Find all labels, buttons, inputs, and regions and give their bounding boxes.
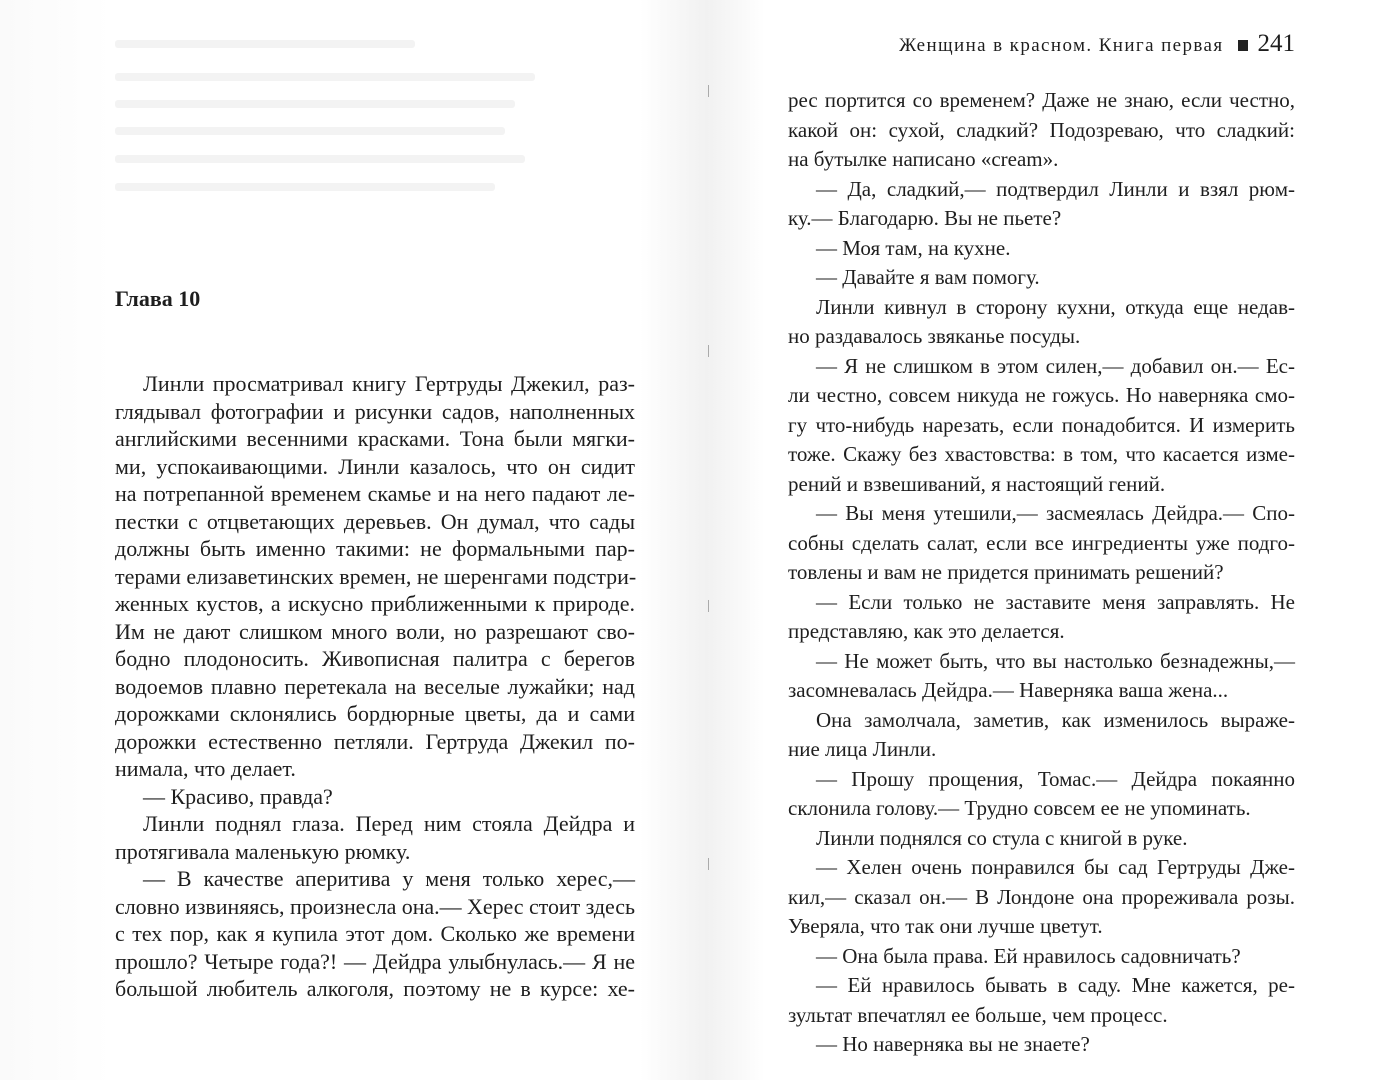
text-line: ми, успокаивающими. Линли казалось, что он сидит (115, 453, 635, 479)
text-line: — Не может быть, что вы настолько безнадежны,— (816, 648, 1295, 673)
text-line: тоже. Скажу без хвастовства: в том, что касается изме- (788, 442, 1295, 466)
text-line: — Но наверняка вы не знаете? (816, 1032, 1090, 1056)
text-line: нимала, что делает. (115, 756, 296, 781)
text-line: ку.— Благодарю. Вы не пьете? (788, 206, 1062, 230)
text-line: Им не дают слишком много воли, но разрешают сво- (115, 618, 635, 644)
text-line: пестки с отцветающих деревьев. Он думал, что сады (115, 508, 635, 534)
gutter-mark (708, 858, 709, 870)
text-line: — Я не слишком в этом силен,— добавил он.— Ес- (816, 353, 1295, 378)
text-line: — Да, сладкий,— подтвердил Линли и взял рюм- (816, 176, 1295, 201)
text-line: — Ей нравилось бывать в саду. Мне кажется, ре- (816, 973, 1295, 997)
text-line: на бутылке написано «cream». (788, 147, 1059, 171)
text-line: зультат впечатлял ее больше, чем процесс. (788, 1002, 1168, 1027)
text-line: представляю, как это делается. (788, 619, 1065, 643)
text-line: Линли поднял глаза. Перед ним стояла Дейдра и (143, 811, 635, 836)
text-line: Линли просматривал книгу Гертруды Джекил, раз- (143, 371, 635, 396)
text-line: большой любитель алкоголя, поэтому не в курсе: хе- (115, 976, 635, 1001)
text-line: глядывал фотографии и рисунки садов, наполненных (115, 398, 635, 424)
text-line: рес портится со временем? Даже не знаю, если честно, (788, 88, 1295, 112)
text-line: какой он: сухой, сладкий? Подозреваю, что сладкий: (788, 117, 1295, 142)
bleed-through-text (115, 73, 535, 81)
bleed-through-text (115, 155, 525, 163)
text-line: на потрепанной временем скамье и на него падают ле- (115, 481, 635, 506)
text-line: товлены и вам не придется принимать решений? (788, 560, 1224, 584)
text-line: рений и взвешиваний, я настоящий гений. (788, 471, 1166, 496)
text-line: но раздавалось звяканье посуды. (788, 324, 1081, 348)
text-line: кил,— сказал он.— В Лондоне она прореживала розы. (788, 884, 1295, 909)
text-line: — Хелен очень понравился бы сад Гертруды Дже- (816, 855, 1295, 879)
text-line: — Давайте я вам помогу. (816, 265, 1040, 289)
text-line: — Если только не заставите меня заправлять. Не (816, 589, 1295, 614)
text-line: женных кустов, а искусно приближенными к природе. (115, 591, 635, 616)
text-line: протягивала маленькую рюмку. (115, 838, 411, 864)
text-line: Линли кивнул в сторону кухни, откуда еще недав- (816, 294, 1295, 319)
bleed-through-text (115, 183, 495, 191)
gutter-mark (708, 600, 709, 612)
text-line: Линли поднялся со стула с книгой в руке. (816, 825, 1188, 850)
text-line: дорожками склонялись бордюрные цветы, да и сами (115, 701, 635, 726)
text-line: — Моя там, на кухне. (816, 235, 1011, 260)
text-line: словно извиняясь, произнесла она.— Херес стоит здесь (115, 893, 635, 919)
text-line: английскими весенними красками. Тона были мягки- (115, 426, 635, 451)
text-line: гу что-нибудь нарезать, если понадобится. И измерить (788, 412, 1295, 437)
running-header (860, 30, 1295, 60)
text-line: должны быть именно такими: не формальными пар- (115, 536, 635, 561)
text-line: — Она была права. Ей нравилось садовничать? (816, 943, 1241, 968)
text-line: бодно плодоносить. Живописная палитра с берегов (115, 646, 635, 671)
page-number: 241 (1257, 30, 1295, 57)
gutter-mark (708, 85, 709, 97)
book-title: Женщина в красном. Книга первая (899, 35, 1224, 56)
text-line: собны сделать салат, если все ингредиенты уже подго- (788, 530, 1295, 555)
text-line: водоемов плавно перетекала на веселые лужайки; над (115, 673, 635, 699)
text-line: — Вы меня утешили,— засмеялась Дейдра.— Спо- (816, 501, 1295, 525)
square-bullet-icon (1238, 40, 1248, 51)
text-line: склонила голову.— Трудно совсем ее не упоминать. (788, 796, 1251, 820)
text-line: дорожки естественно петляли. Гертруда Джекил по- (115, 728, 635, 754)
chapter-heading: Глава 10 (115, 286, 201, 311)
bleed-through-text (115, 100, 515, 108)
text-line: засомневалась Дейдра.— Наверняка ваша жена... (788, 678, 1229, 702)
text-line: прошло? Четыре года?! — Дейдра улыбнулась.— Я не (115, 948, 635, 974)
bleed-through-text (115, 40, 415, 48)
text-line: Уверяла, что так они лучше цветут. (788, 914, 1103, 938)
text-line: ние лица Линли. (788, 737, 937, 761)
text-line: Она замолчала, заметив, как изменилось выраже- (816, 707, 1295, 732)
text-line: — В качестве аперитива у меня только херес,— (143, 866, 635, 891)
bleed-through-text (115, 127, 505, 135)
text-line: — Красиво, правда? (143, 783, 333, 809)
gutter-mark (708, 345, 709, 357)
text-line: терами елизаветинских времен, не шеренгами подстри- (115, 563, 637, 589)
text-line: с тех пор, как я купила этот дом. Сколько же времени (115, 921, 635, 946)
text-line: ли честно, совсем никуда не гожусь. Но наверняка смо- (788, 383, 1295, 407)
text-line: — Прошу прощения, Томас.— Дейдра покаянно (816, 766, 1295, 791)
